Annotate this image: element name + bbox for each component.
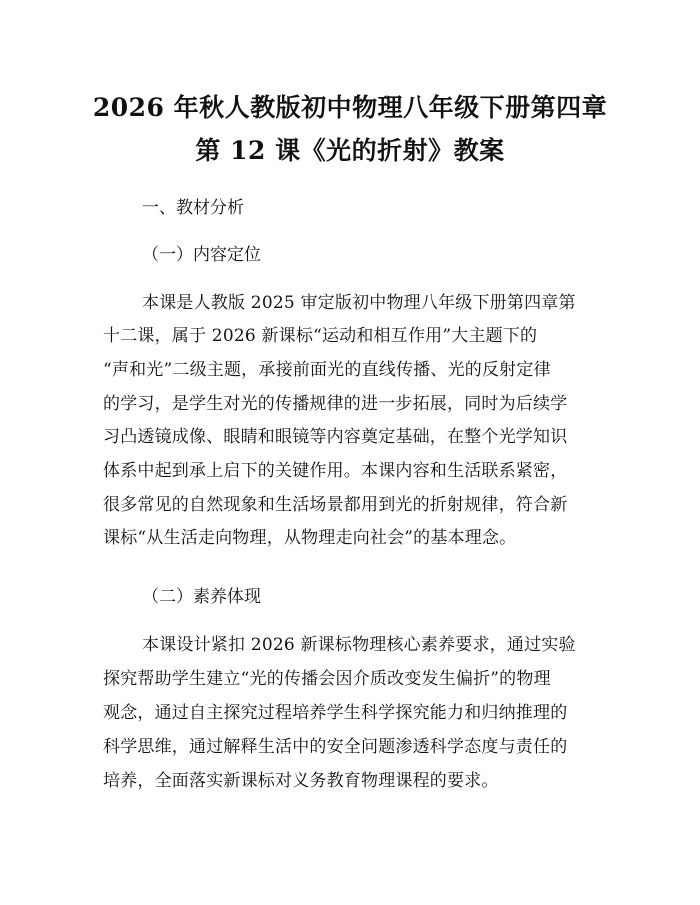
paragraph-line: 培养，全面落实新课标对义务教育物理课程的要求。 [103, 771, 499, 791]
paragraph-line: 十二课，属于 2026 新课标“运动和相互作用”大主题下的 [103, 326, 538, 346]
paragraph-line: 本课设计紧扣 2026 新课标物理核心素养要求，通过实验 [142, 635, 576, 655]
paragraph-line: 科学思维，通过解释生活中的安全问题渗透科学态度与责任的 [103, 737, 568, 757]
subsection-heading-content-position: （一）内容定位 [142, 245, 261, 265]
paragraph-line: “声和光”二级主题，承接前面光的直线传播、光的反射定律 [103, 360, 551, 380]
paragraph-line: 的学习，是学生对光的传播规律的进一步拓展，同时为后续学 [103, 394, 568, 414]
paragraph-line: 本课是人教版 2025 审定版初中物理八年级下册第四章第 [142, 293, 576, 313]
paragraph-line: 体系中起到承上启下的关键作用。本课内容和生活联系紧密， [103, 461, 568, 481]
document-title-line-1: 2026 年秋人教版初中物理八年级下册第四章 [92, 93, 608, 122]
paragraph-line: 很多常见的自然现象和生活场景都用到光的折射规律，符合新 [103, 495, 568, 515]
paragraph-line: 观念，通过自主探究过程培养学生科学探究能力和归纳推理的 [103, 703, 568, 723]
paragraph-line: 习凸透镜成像、眼睛和眼镜等内容奠定基础，在整个光学知识 [103, 427, 568, 447]
section-heading-textbook-analysis: 一、教材分析 [142, 198, 244, 218]
paragraph-line: 课标“从生活走向物理，从物理走向社会”的基本理念。 [103, 528, 517, 548]
document-title-line-2: 第 12 课《光的折射》教案 [195, 136, 505, 165]
subsection-heading-literacy: （二）素养体现 [142, 587, 261, 607]
paragraph-line: 探究帮助学生建立“光的传播会因介质改变发生偏折”的物理 [103, 669, 551, 689]
